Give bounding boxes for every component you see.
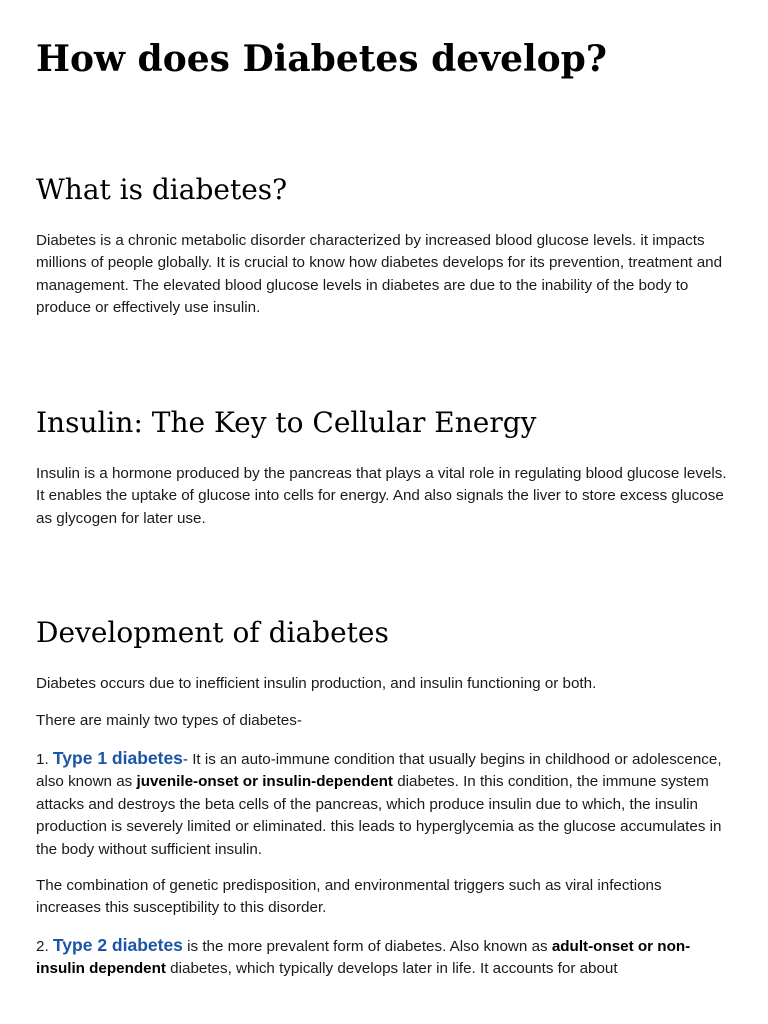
type-1-bold-term: juvenile-onset or insulin-dependent	[136, 773, 393, 791]
section-heading-development: Development of diabetes	[36, 616, 389, 649]
list-number: 1.	[36, 751, 49, 768]
paragraph-combination: The combination of genetic predisposition, and environmental triggers such as viral infections increases this susceptibility to this disorder.	[36, 877, 662, 917]
type-1-text-a: - It is an auto-immune condition that usually begins in childhood or adolescence, also known as	[36, 751, 722, 791]
type-1-text-b: diabetes. In this condition, the immune system attacks and destroys the beta cells of the pancreas, which produce insulin due to which, the insulin production is severely limited or eliminated. this leads to hyperglycemia as the glucose accumulates in the body without sufficient insulin.	[36, 773, 722, 858]
paragraph-insulin: Insulin is a hormone produced by the pancreas that plays a vital role in regulating blood glucose levels. It enables the uptake of glucose into cells for energy. And also signals the liver to store excess glucose as glycogen for later use.	[36, 465, 727, 527]
paragraph-what-is-diabetes: Diabetes is a chronic metabolic disorder characterized by increased blood glucose levels. it impacts millions of people globally. It is crucial to know how diabetes develops for its prevention, treatment and management. The elevated blood glucose levels in diabetes are due to the inability of the body to produce or effectively use insulin.	[36, 232, 723, 317]
type-2-text-a: is the more prevalent form of diabetes. Also known as	[182, 938, 552, 955]
paragraph-types-intro: There are mainly two types of diabetes-	[36, 712, 302, 729]
type-2-text-b: diabetes, which typically develops later in life. It accounts for about	[165, 960, 618, 978]
type-2-bold-term: adult-onset or non-insulin dependent	[36, 938, 691, 978]
section-heading-insulin: Insulin: The Key to Cellular Energy	[36, 406, 537, 439]
paragraph-development-intro: Diabetes occurs due to inefficient insulin production, and insulin functioning or both.	[36, 675, 597, 692]
section-heading-what-is-diabetes: What is diabetes?	[36, 173, 288, 206]
list-number: 2.	[36, 938, 49, 955]
list-item-type-2	[36, 934, 730, 981]
page-title: How does Diabetes develop?	[36, 38, 607, 80]
type-1-diabetes-link[interactable]: Type 1 diabetes	[52, 748, 183, 768]
list-item-type-1	[36, 747, 730, 861]
type-2-diabetes-link[interactable]: Type 2 diabetes	[52, 935, 183, 955]
